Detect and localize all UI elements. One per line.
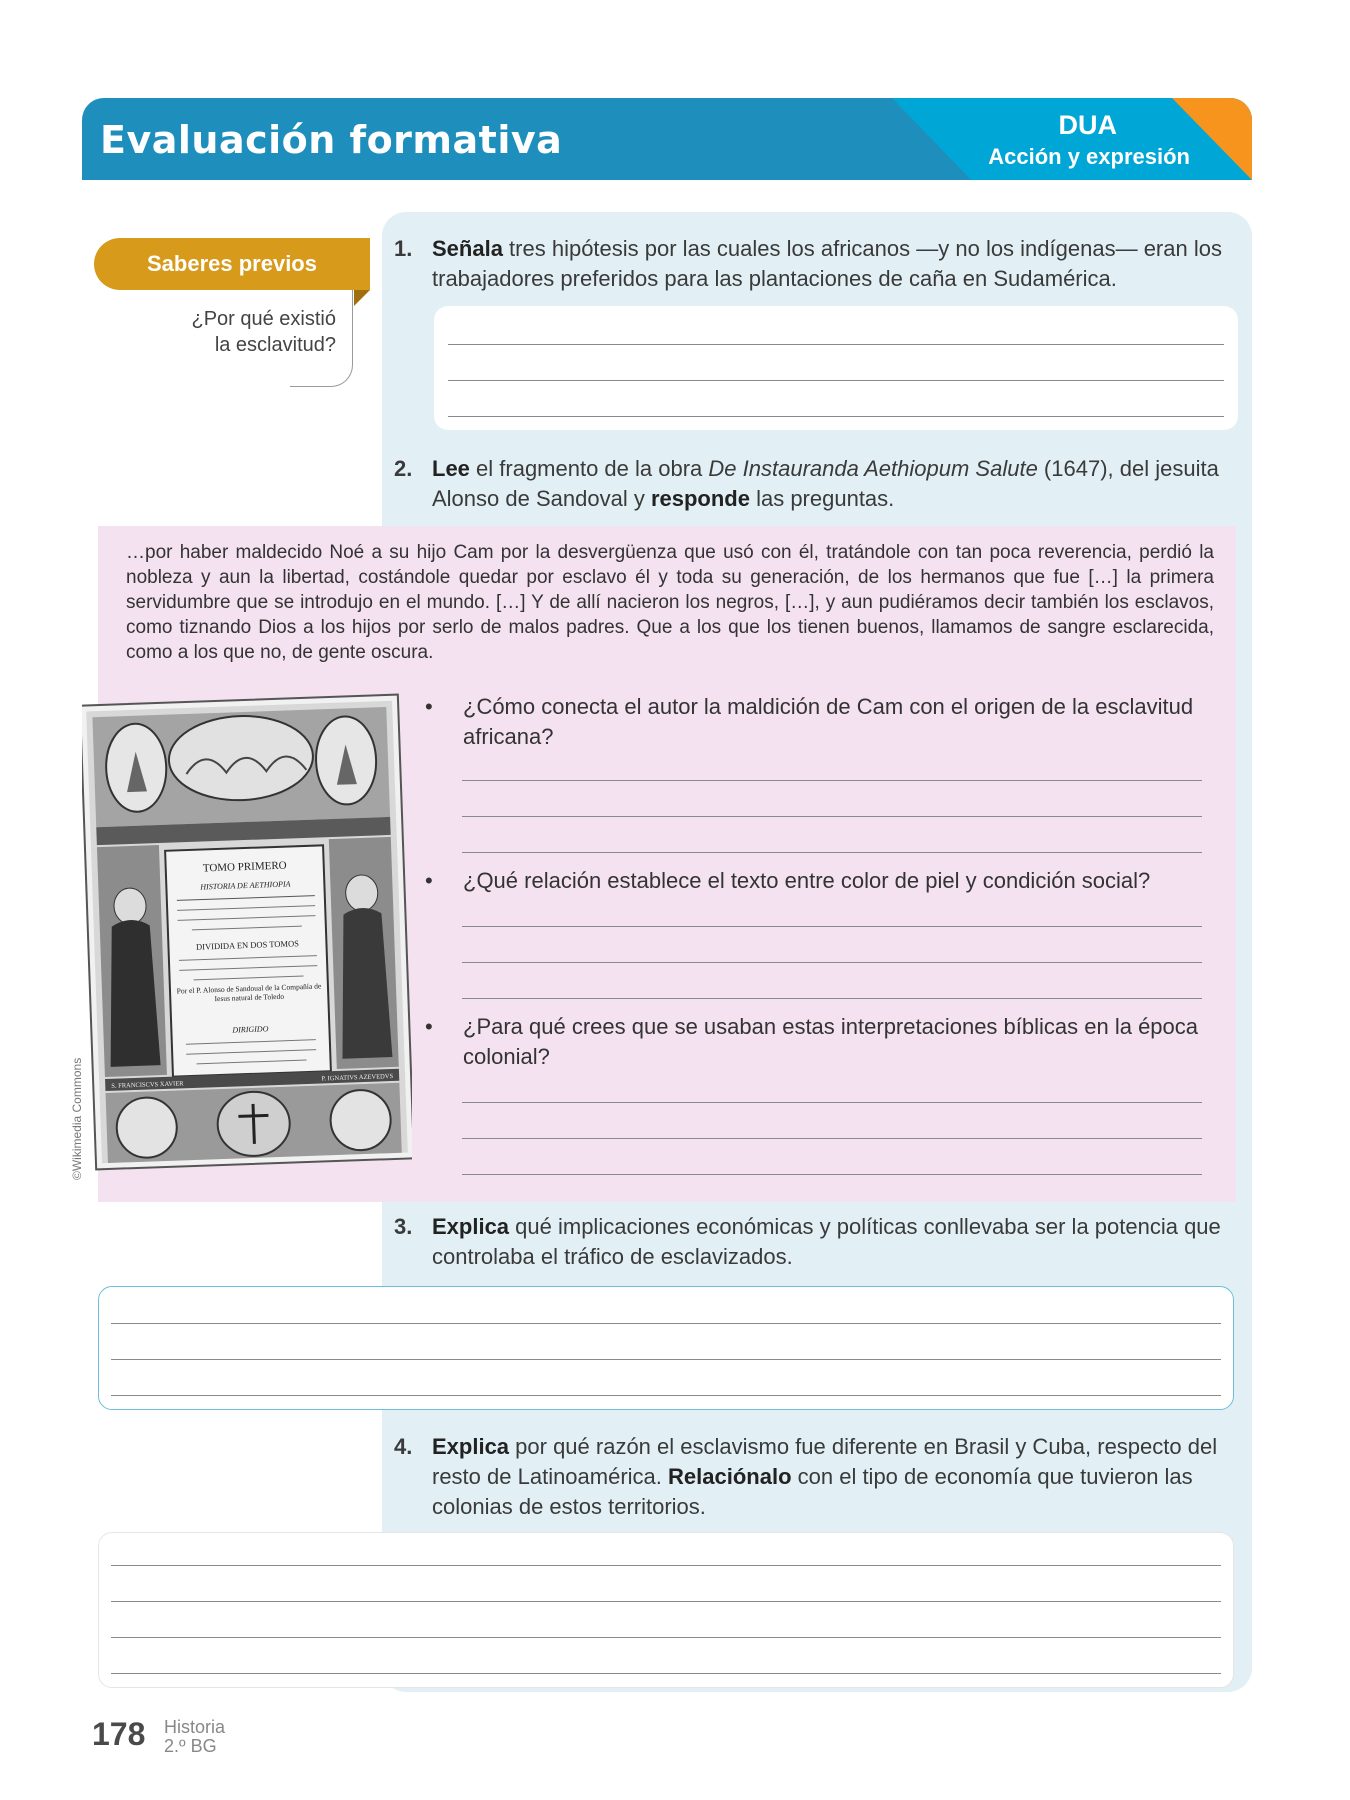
book-right-saint-label: P. IGNATIVS AZEVEDVS — [321, 1072, 394, 1083]
question-verb: Explica — [432, 1434, 510, 1459]
question-1 — [390, 234, 1240, 294]
answer-line — [462, 1138, 1202, 1139]
book-left-cartouche — [116, 1097, 178, 1159]
question-4 — [390, 1432, 1240, 1522]
dua-subtitle: Acción y expresión — [988, 144, 1190, 169]
saberes-tab-fold — [354, 290, 370, 306]
question-text-part: con el tipo de economía que tuvieron las — [791, 1464, 1193, 1489]
question-text-line2: trabajadores preferidos para las plantaciones de caña en Sudamérica. — [432, 266, 1117, 291]
question-verb: Relaciónalo — [668, 1464, 792, 1489]
saberes-previos-tab: Saberes previos — [94, 238, 370, 290]
question-text-line1: por qué razón el esclavismo fue diferente en Brasil y Cuba, respecto del — [509, 1434, 1218, 1459]
bullet-marker: • — [425, 868, 433, 893]
question-verb: responde — [650, 486, 750, 511]
grade-label: 2.º BG — [164, 1736, 217, 1756]
question-2 — [390, 454, 1240, 514]
page-number: 178 — [92, 1716, 146, 1752]
book-left-saint-label: S. FRANCISCVS XAVIER — [111, 1080, 184, 1090]
question-text-part: resto de Latinoamérica. — [432, 1464, 669, 1489]
book-author-text: Por el P. Alonso de Sandoual de la Compañía de Iesus natural de Toledo — [176, 981, 322, 1004]
bullet-question-2 — [425, 866, 1225, 896]
answer-line — [462, 962, 1202, 963]
answer-line — [111, 1395, 1221, 1396]
book-tomo-text: TOMO PRIMERO — [202, 859, 287, 875]
question-verb: Lee — [432, 456, 470, 481]
bullet-marker: • — [425, 1014, 433, 1039]
answer-line — [111, 1359, 1221, 1360]
answer-line — [462, 1174, 1202, 1175]
bullet-question-text: ¿Qué relación establece el texto entre color de piel y condición social? — [463, 868, 1151, 893]
book-right-cartouche — [330, 1089, 392, 1151]
question-verb: Explica — [432, 1214, 510, 1239]
answer-box-1[interactable] — [434, 306, 1238, 430]
answer-line — [462, 780, 1202, 781]
answer-line — [111, 1565, 1221, 1566]
work-title: De Instauranda Aethiopum Salute — [708, 456, 1038, 481]
bullet-marker: • — [425, 694, 433, 719]
question-text-part: (1647), del jesuita — [1037, 456, 1219, 481]
answer-line — [111, 1323, 1221, 1324]
answer-line — [111, 1637, 1221, 1638]
answer-line — [111, 1673, 1221, 1674]
question-text — [432, 454, 1219, 514]
question-text-part: el fragmento de la obra — [469, 456, 709, 481]
bullet-question-text: ¿Cómo conecta el autor la maldición de Cam con el origen de la esclavitud africana? — [463, 694, 1194, 749]
subject-label — [164, 1718, 225, 1756]
answer-line — [462, 1102, 1202, 1103]
question-text-line3: colonias de estos territorios. — [432, 1494, 706, 1519]
dua-label: DUA — [1058, 110, 1117, 140]
section-header — [82, 98, 1252, 180]
section-title: Evaluación formativa — [100, 118, 563, 162]
question-number: 1. — [394, 236, 413, 261]
question-text-line2: controlaba el tráfico de esclavizados. — [432, 1244, 793, 1269]
book-cover-image — [82, 692, 412, 1172]
answer-box-3[interactable] — [98, 1286, 1234, 1410]
question-verb: Señala — [432, 236, 503, 261]
answer-line — [448, 344, 1224, 345]
question-number: 3. — [394, 1214, 413, 1239]
question-text-part: Alonso de Sandoval y — [432, 486, 651, 511]
question-3 — [390, 1212, 1240, 1272]
answer-line — [448, 380, 1224, 381]
saberes-question-line2: la esclavitud? — [214, 334, 336, 356]
subject-name: Historia — [164, 1717, 226, 1737]
source-quote: …por haber maldecido Noé a su hijo Cam por la desvergüenza que usó con él, tratándole con tan poca reverencia, perdió la nobleza y aun la libertad, costándole quedar por esclavo él y toda su generación, de los hermanos que fue […] la primera servidumbre que se introdujo en el mundo. […] Y de allí nacieron los negros, […], y aun pudiéramos decir también los esclavos, como tiznando Dios a los hijos por serlo de malos padres. Que a los que los tienen buenos, llamamos de sangre esclarecida, como a los que no, de gente oscura. — [126, 542, 1214, 663]
answer-line — [462, 852, 1202, 853]
book-dividida-text: DIVIDIDA EN DOS TOMOS — [195, 938, 300, 952]
question-text-part: las preguntas. — [749, 486, 895, 511]
image-credit: ©Wikimedia Commons — [70, 1057, 84, 1180]
saberes-question — [150, 306, 336, 358]
answer-line — [462, 998, 1202, 999]
saberes-question-line1: ¿Por qué existió — [191, 308, 336, 330]
bullet-question-text: ¿Para qué crees que se usaban estas interpretaciones bíblicas en la época colonial? — [463, 1014, 1199, 1069]
question-number: 2. — [394, 456, 413, 481]
question-text — [432, 1432, 1217, 1522]
question-text — [432, 1212, 1221, 1272]
book-historia-text: HISTORIA DE AETHIOPIA — [200, 879, 291, 892]
question-text-line1: tres hipótesis por las cuales los africanos —y no los indígenas— eran los — [502, 236, 1222, 261]
question-text — [432, 234, 1222, 294]
bullet-question-3 — [425, 1012, 1225, 1072]
answer-box-4[interactable] — [98, 1532, 1234, 1688]
bullet-question-1 — [425, 692, 1225, 752]
question-number: 4. — [394, 1434, 413, 1459]
question-text-line1: qué implicaciones económicas y políticas conllevaba ser la potencia que — [509, 1214, 1221, 1239]
answer-line — [462, 926, 1202, 927]
book-dirigido-text: DIRIGIDO — [232, 1024, 269, 1035]
answer-line — [462, 816, 1202, 817]
answer-line — [448, 416, 1224, 417]
answer-line — [111, 1601, 1221, 1602]
